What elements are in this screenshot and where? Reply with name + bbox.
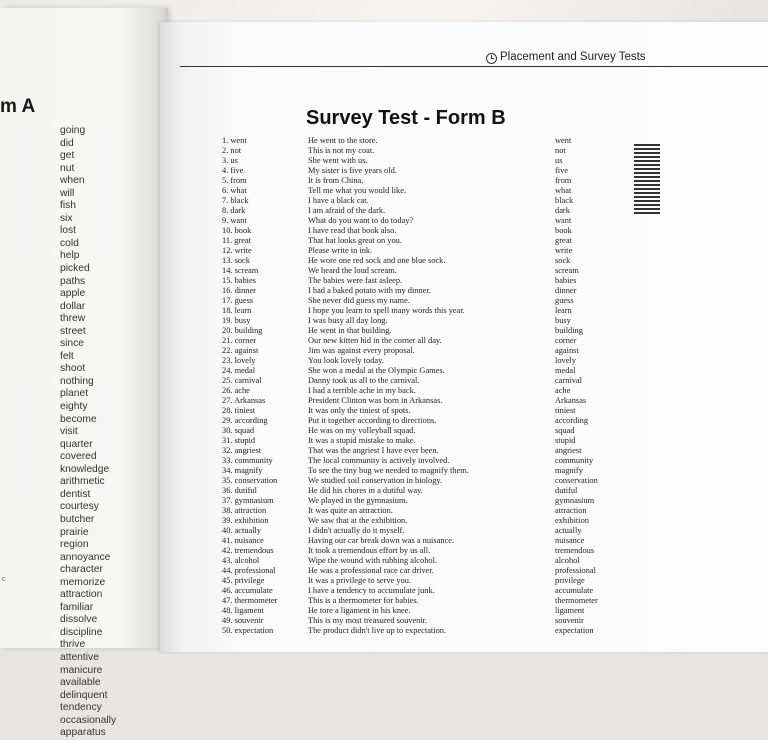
left-word-item: six bbox=[60, 212, 73, 224]
survey-row bbox=[0, 356, 620, 366]
left-word-item: visit bbox=[60, 426, 78, 438]
survey-item-word: stupid bbox=[555, 436, 576, 445]
survey-item-label: 2. not bbox=[222, 146, 242, 155]
survey-row bbox=[0, 506, 620, 516]
survey-item-sentence: I have read that book also. bbox=[308, 226, 397, 235]
survey-item-word: dinner bbox=[555, 286, 577, 295]
survey-item-label: 43. alcohol bbox=[222, 556, 260, 565]
survey-item-label: 48. ligament bbox=[222, 606, 264, 615]
survey-item-sentence: The local community is actively involved. bbox=[308, 456, 450, 465]
left-word-item: going bbox=[60, 125, 86, 136]
survey-item-word: from bbox=[555, 176, 572, 185]
survey-item-label: 19. busy bbox=[222, 316, 251, 325]
survey-item-label: 11. great bbox=[222, 236, 251, 245]
survey-item-word: building bbox=[555, 326, 583, 335]
left-word-item: character bbox=[60, 564, 103, 576]
survey-item-label: 44. professional bbox=[222, 566, 276, 575]
survey-row bbox=[0, 166, 620, 176]
survey-item-label: 45. privilege bbox=[222, 576, 265, 585]
survey-item-word: souvenir bbox=[555, 616, 584, 625]
survey-item-word: busy bbox=[555, 316, 571, 325]
survey-item-word: not bbox=[555, 146, 566, 155]
survey-item-word: Arkansas bbox=[555, 396, 587, 405]
survey-item-label: 9. want bbox=[222, 216, 247, 225]
survey-row bbox=[0, 146, 620, 156]
survey-item-label: 39. exhibition bbox=[222, 516, 269, 525]
survey-item-sentence: He went to the store. bbox=[308, 136, 378, 145]
survey-item-label: 47. thermometer bbox=[222, 596, 278, 605]
survey-row bbox=[0, 486, 620, 496]
survey-item-label: 14. scream bbox=[222, 266, 259, 275]
survey-item-label: 20. building bbox=[222, 326, 263, 335]
left-word-item: dollar bbox=[60, 300, 86, 312]
left-word-item: discipline bbox=[60, 626, 103, 638]
survey-item-sentence: I had a terrible ache in my back. bbox=[308, 386, 416, 395]
survey-item-label: 50. expectation bbox=[222, 626, 274, 635]
survey-item-label: 26. ache bbox=[222, 386, 250, 395]
left-word-item: fish bbox=[60, 200, 77, 212]
section-header: Placement and Survey Tests bbox=[500, 51, 646, 63]
survey-item-word: ache bbox=[555, 386, 571, 395]
survey-row bbox=[0, 186, 620, 196]
survey-item-sentence: We studied soil conservation in biology. bbox=[308, 476, 443, 485]
survey-item-sentence: I have a tendency to accumulate junk. bbox=[308, 586, 435, 595]
survey-item-word: dutiful bbox=[555, 486, 578, 495]
survey-item-sentence: It was only the tiniest of spots. bbox=[308, 406, 411, 415]
survey-item-word: accumulate bbox=[555, 586, 594, 595]
left-word-item: become bbox=[60, 413, 97, 425]
survey-item-label: 3. us bbox=[222, 156, 238, 165]
survey-row bbox=[0, 276, 620, 286]
survey-item-sentence: Danny took us all to the carnival. bbox=[308, 376, 420, 385]
clock-icon bbox=[486, 53, 497, 64]
survey-item-label: 7. black bbox=[222, 196, 249, 205]
survey-row bbox=[0, 513, 620, 526]
survey-row bbox=[0, 546, 620, 556]
survey-item-label: 31. stupid bbox=[222, 436, 256, 445]
survey-item-sentence: To see the tiny bug we needed to magnify them. bbox=[308, 466, 469, 475]
survey-item-sentence: Jim was against every proposal. bbox=[308, 346, 415, 355]
survey-item-label: 37. gymnasium bbox=[222, 496, 274, 505]
survey-row bbox=[0, 496, 620, 506]
survey-item-sentence: I am afraid of the dark. bbox=[308, 206, 386, 215]
survey-item-word: professional bbox=[555, 566, 596, 575]
survey-row bbox=[0, 306, 620, 316]
left-word-item: quarter bbox=[60, 438, 93, 450]
survey-item-label: 35. conservation bbox=[222, 476, 278, 485]
survey-row bbox=[0, 596, 620, 606]
survey-item-label: 22. against bbox=[222, 346, 259, 355]
left-word-item: felt bbox=[60, 350, 74, 362]
survey-item-sentence: That was the angriest I have ever been. bbox=[308, 446, 439, 455]
survey-item-word: angriest bbox=[555, 446, 582, 455]
survey-row bbox=[0, 586, 620, 596]
left-word-item: delinquent bbox=[60, 689, 108, 701]
left-word-item: manicure bbox=[60, 664, 103, 676]
page-title: Survey Test - Form B bbox=[306, 107, 506, 129]
survey-row bbox=[0, 376, 620, 386]
left-word-item: annoyance bbox=[60, 551, 111, 563]
survey-item-sentence: I hope you learn to spell many words this year. bbox=[308, 306, 465, 315]
survey-item-sentence: I was busy all day long. bbox=[308, 316, 388, 325]
survey-row bbox=[0, 286, 620, 296]
survey-item-sentence: Wipe the wound with rubbing alcohol. bbox=[308, 556, 437, 565]
survey-item-label: 23. lovely bbox=[222, 356, 256, 365]
survey-item-label: 46. accumulate bbox=[222, 586, 273, 595]
left-word-item: get bbox=[60, 150, 75, 162]
survey-item-sentence: He was on my volleyball squad. bbox=[308, 426, 416, 435]
survey-item-word: attraction bbox=[555, 506, 587, 515]
survey-item-label: 4. five bbox=[222, 166, 244, 175]
survey-row bbox=[0, 326, 620, 336]
survey-item-label: 34. magnify bbox=[222, 466, 263, 475]
survey-item-sentence: He did his chores in a dutiful way. bbox=[308, 486, 423, 495]
survey-row bbox=[0, 156, 620, 166]
survey-item-sentence: She won a medal at the Olympic Games. bbox=[308, 366, 445, 375]
survey-item-label: 21. corner bbox=[222, 336, 256, 345]
survey-item-word: went bbox=[555, 136, 572, 145]
survey-row bbox=[0, 526, 620, 536]
survey-item-label: 13. sock bbox=[222, 256, 250, 265]
survey-item-sentence: This is a thermometer for babies. bbox=[308, 596, 419, 605]
survey-item-sentence: He was a professional race car driver. bbox=[308, 566, 434, 575]
survey-item-label: 41. nuisance bbox=[222, 536, 264, 545]
survey-row bbox=[0, 216, 620, 226]
survey-item-label: 10. book bbox=[222, 226, 252, 235]
survey-row bbox=[0, 396, 620, 406]
survey-item-label: 18. learn bbox=[222, 306, 252, 315]
survey-item-sentence: He tore a ligament in his knee. bbox=[308, 606, 411, 615]
survey-item-sentence: She never did guess my name. bbox=[308, 296, 410, 305]
survey-item-sentence: Our new kitten hid in the corner all day. bbox=[308, 336, 442, 345]
left-word-item: knowledge bbox=[60, 463, 110, 475]
left-word-item: prairie bbox=[60, 526, 89, 538]
survey-row bbox=[0, 413, 620, 426]
survey-item-word: corner bbox=[555, 336, 577, 345]
left-word-item: did bbox=[60, 137, 74, 149]
survey-item-label: 29. according bbox=[222, 416, 268, 425]
survey-item-sentence: She went with us. bbox=[308, 156, 368, 165]
left-stray-mark: c bbox=[2, 574, 6, 583]
survey-item-word: dark bbox=[555, 206, 570, 215]
survey-item-sentence: That hat looks great on you. bbox=[308, 236, 402, 245]
survey-item-sentence: Put it together according to directions. bbox=[308, 416, 437, 425]
survey-item-word: actually bbox=[555, 526, 582, 535]
survey-item-sentence: Having our car break down was a nuisance. bbox=[308, 536, 455, 545]
survey-row bbox=[0, 476, 620, 486]
left-word-item: help bbox=[60, 250, 80, 262]
survey-item-label: 33. community bbox=[222, 456, 273, 465]
survey-item-label: 15. babies bbox=[222, 276, 256, 285]
left-word-item: eighty bbox=[60, 401, 88, 413]
left-word-item: shoot bbox=[60, 363, 86, 375]
survey-item-word: carnival bbox=[555, 376, 582, 385]
survey-item-word: tiniest bbox=[555, 406, 576, 415]
left-word-item: arithmetic bbox=[60, 476, 105, 488]
survey-row bbox=[0, 206, 620, 216]
survey-row bbox=[0, 426, 620, 436]
survey-item-sentence: He went in that building. bbox=[308, 326, 392, 335]
left-word-item: courtesy bbox=[60, 501, 99, 513]
survey-row bbox=[0, 176, 620, 186]
survey-row bbox=[0, 266, 620, 276]
survey-item-label: 1. went bbox=[222, 136, 247, 145]
survey-item-sentence: I didn't actually do it myself. bbox=[308, 526, 405, 535]
left-word-item: apple bbox=[60, 288, 86, 300]
survey-row bbox=[0, 616, 620, 626]
thumb-index-tab bbox=[634, 144, 660, 216]
survey-item-word: alcohol bbox=[555, 556, 580, 565]
survey-row bbox=[0, 406, 620, 416]
header-rule bbox=[180, 66, 768, 67]
survey-item-word: lovely bbox=[555, 356, 576, 365]
left-word-item: when bbox=[60, 175, 85, 187]
survey-item-word: guess bbox=[555, 296, 574, 305]
left-word-item: planet bbox=[60, 388, 89, 400]
survey-item-label: 27. Arkansas bbox=[222, 396, 266, 405]
left-word-item: familiar bbox=[60, 601, 94, 613]
survey-item-label: 49. souvenir bbox=[222, 616, 264, 625]
left-word-item: tendency bbox=[60, 702, 102, 714]
survey-item-label: 24. medal bbox=[222, 366, 256, 375]
survey-item-sentence: Please write in ink. bbox=[308, 246, 373, 255]
survey-item-word: nuisance bbox=[555, 536, 585, 545]
survey-item-sentence: This is not my coat. bbox=[308, 146, 375, 155]
left-word-item: apparatus bbox=[60, 727, 106, 739]
survey-item-word: conservation bbox=[555, 476, 598, 485]
survey-row bbox=[0, 336, 620, 346]
survey-item-label: 17. guess bbox=[222, 296, 254, 305]
survey-item-label: 38. attraction bbox=[222, 506, 267, 515]
survey-item-word: black bbox=[555, 196, 574, 205]
survey-item-sentence: It is from China. bbox=[308, 176, 364, 185]
survey-item-word: babies bbox=[555, 276, 577, 285]
survey-item-label: 40. actually bbox=[222, 526, 262, 535]
survey-item-sentence: My sister is five years old. bbox=[308, 166, 397, 175]
survey-row bbox=[0, 386, 620, 396]
left-word-item: attentive bbox=[60, 651, 99, 663]
survey-item-sentence: It was quite an attraction. bbox=[308, 506, 393, 515]
survey-item-word: five bbox=[555, 166, 569, 175]
survey-row bbox=[0, 246, 620, 256]
survey-item-label: 42. tremendous bbox=[222, 546, 274, 555]
survey-row bbox=[0, 136, 620, 146]
survey-row bbox=[0, 536, 620, 546]
survey-item-word: gymnasium bbox=[555, 496, 595, 505]
survey-row bbox=[0, 256, 620, 266]
survey-item-sentence: We saw that at the exhibition. bbox=[308, 516, 408, 525]
survey-item-sentence: We heard the loud scream. bbox=[308, 266, 397, 275]
survey-row bbox=[0, 446, 620, 456]
left-word-item: dissolve bbox=[60, 614, 98, 626]
survey-item-word: sock bbox=[555, 256, 571, 265]
survey-item-label: 16. dinner bbox=[222, 286, 256, 295]
left-word-item: threw bbox=[60, 313, 86, 325]
survey-row bbox=[0, 463, 620, 476]
left-page-title: m A bbox=[0, 96, 36, 117]
left-word-item: region bbox=[60, 539, 89, 551]
survey-item-word: us bbox=[555, 156, 563, 165]
left-word-item: available bbox=[60, 677, 101, 689]
survey-item-sentence: The product didn't live up to expectation. bbox=[308, 626, 447, 635]
survey-item-word: against bbox=[555, 346, 579, 355]
survey-item-sentence: I have a black cat. bbox=[308, 196, 369, 205]
survey-item-sentence: He wore one red sock and one blue sock. bbox=[308, 256, 446, 265]
survey-row bbox=[0, 316, 620, 326]
survey-item-sentence: It was a stupid mistake to make. bbox=[308, 436, 416, 445]
survey-item-word: expectation bbox=[555, 626, 594, 635]
left-word-item: will bbox=[60, 187, 75, 199]
survey-item-sentence: You look lovely today. bbox=[308, 356, 384, 365]
survey-row bbox=[0, 436, 620, 446]
survey-item-sentence: The babies were fast asleep. bbox=[308, 276, 403, 285]
survey-row bbox=[0, 626, 620, 636]
survey-item-word: scream bbox=[555, 266, 579, 275]
survey-row bbox=[0, 576, 620, 586]
survey-item-label: 28. tiniest bbox=[222, 406, 256, 415]
left-word-item: since bbox=[60, 338, 85, 350]
survey-item-word: write bbox=[555, 246, 573, 255]
left-word-item: nut bbox=[60, 162, 75, 174]
survey-item-label: 25. carnival bbox=[222, 376, 262, 385]
survey-item-sentence: It took a tremendous effort by us all. bbox=[308, 546, 431, 555]
survey-row bbox=[0, 346, 620, 356]
survey-item-label: 6. what bbox=[222, 186, 247, 195]
survey-row bbox=[0, 196, 620, 206]
survey-row bbox=[0, 456, 620, 466]
survey-item-word: what bbox=[555, 186, 572, 195]
left-word-item: attraction bbox=[60, 589, 103, 601]
survey-item-word: tremendous bbox=[555, 546, 595, 555]
survey-item-label: 8. dark bbox=[222, 206, 246, 215]
survey-row bbox=[0, 296, 620, 306]
survey-row bbox=[0, 566, 620, 576]
survey-item-sentence: We played in the gymnasium. bbox=[308, 496, 408, 505]
survey-item-sentence: President Clinton was born in Arkansas. bbox=[308, 396, 443, 405]
left-word-item: butcher bbox=[60, 513, 95, 525]
survey-item-label: 36. dutiful bbox=[222, 486, 257, 495]
survey-item-label: 12. write bbox=[222, 246, 252, 255]
survey-item-word: exhibition bbox=[555, 516, 589, 525]
left-word-item: occasionally bbox=[60, 714, 117, 726]
left-word-item: paths bbox=[60, 275, 86, 287]
left-word-item: memorize bbox=[60, 576, 106, 588]
survey-item-word: community bbox=[555, 456, 594, 465]
survey-row bbox=[0, 606, 620, 616]
survey-item-word: magnify bbox=[555, 466, 583, 475]
survey-item-word: great bbox=[555, 236, 572, 245]
survey-item-sentence: It was a privilege to serve you. bbox=[308, 576, 412, 585]
survey-row bbox=[0, 226, 620, 236]
survey-item-sentence: This is my most treasured souvenir. bbox=[308, 616, 428, 625]
left-word-item: nothing bbox=[60, 375, 94, 387]
left-word-item: street bbox=[60, 325, 86, 337]
survey-item-label: 30. squad bbox=[222, 426, 255, 435]
left-word-item: cold bbox=[60, 237, 79, 249]
survey-item-word: privilege bbox=[555, 576, 585, 585]
survey-item-word: thermometer bbox=[555, 596, 598, 605]
left-word-item: picked bbox=[60, 263, 90, 275]
survey-item-word: ligament bbox=[555, 606, 585, 615]
left-word-item: thrive bbox=[60, 639, 86, 651]
left-word-item: dentist bbox=[60, 488, 91, 500]
survey-item-word: according bbox=[555, 416, 589, 425]
left-word-item: covered bbox=[60, 451, 97, 463]
survey-item-label: 32. angriest bbox=[222, 446, 262, 455]
survey-item-word: squad bbox=[555, 426, 575, 435]
survey-item-sentence: Tell me what you would like. bbox=[308, 186, 407, 195]
survey-row bbox=[0, 556, 620, 566]
survey-row bbox=[0, 366, 620, 376]
survey-item-sentence: What do you want to do today? bbox=[308, 216, 414, 225]
survey-item-word: book bbox=[555, 226, 572, 235]
survey-item-word: learn bbox=[555, 306, 572, 315]
survey-item-sentence: I had a baked potato with my dinner. bbox=[308, 286, 431, 295]
survey-item-label: 5. from bbox=[222, 176, 247, 185]
survey-row bbox=[0, 236, 620, 246]
survey-item-word: want bbox=[555, 216, 572, 225]
left-word-item: lost bbox=[60, 225, 77, 237]
survey-item-word: medal bbox=[555, 366, 576, 375]
